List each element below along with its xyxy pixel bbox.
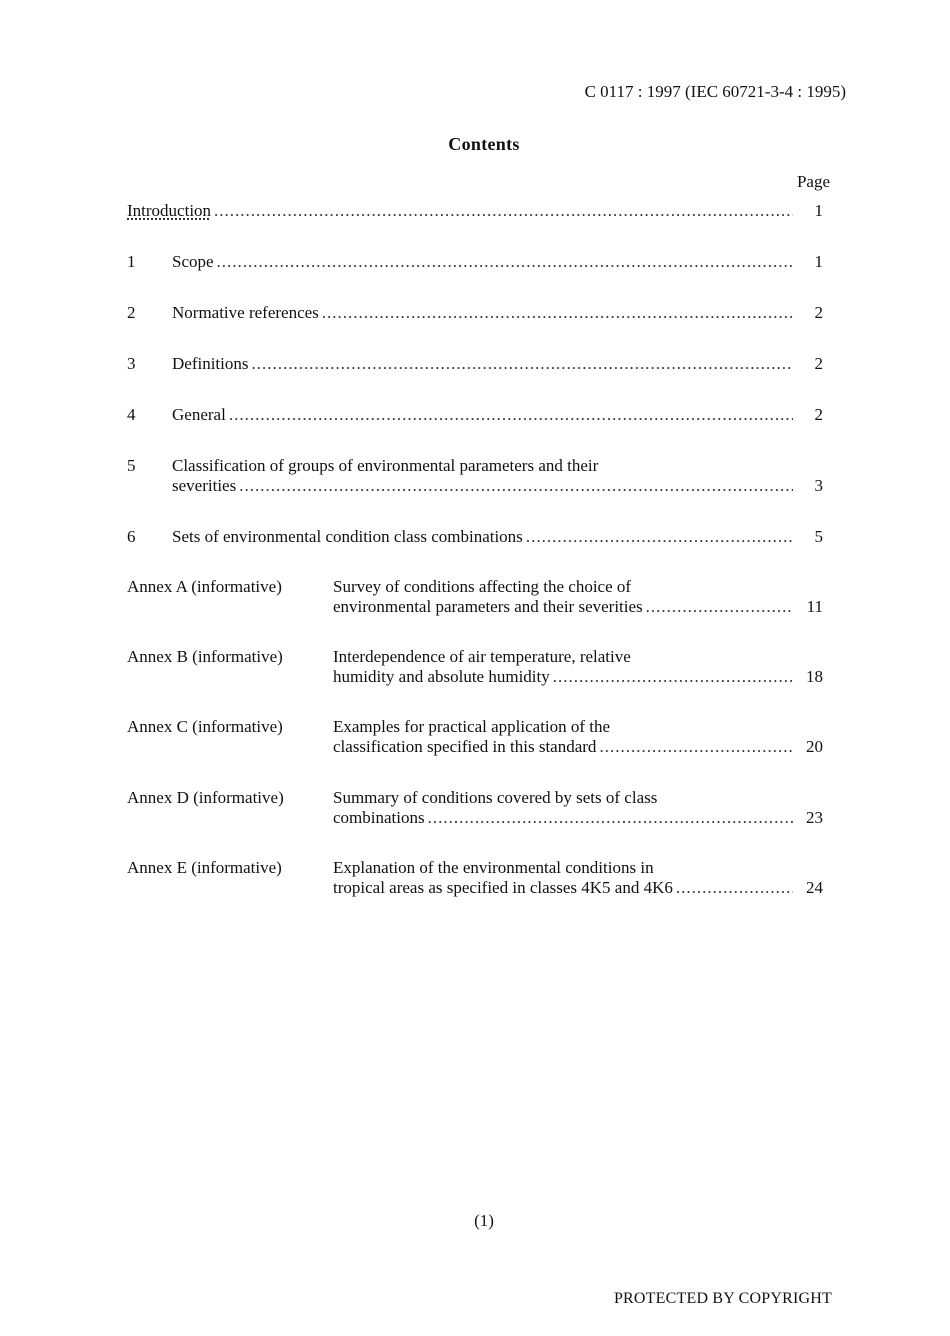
toc-label-line1: Interdependence of air temperature, relative <box>333 647 631 666</box>
section-number: 1 <box>127 252 136 271</box>
toc-label-line2: combinations <box>333 808 425 827</box>
dot-leader <box>599 737 793 757</box>
toc-page-number: 3 <box>814 476 823 495</box>
toc-entry-sets-of-class-combinations[interactable] <box>172 527 823 547</box>
toc-page-number: 2 <box>814 405 823 424</box>
toc-page-number: 23 <box>806 808 823 827</box>
toc-entry-annex-b[interactable] <box>333 647 823 687</box>
toc-entry-annex-d[interactable] <box>333 788 823 828</box>
dot-leader <box>526 527 793 547</box>
toc-label-line1: Summary of conditions covered by sets of class <box>333 788 658 807</box>
toc-page-number: 11 <box>806 597 823 616</box>
toc-page-number: 1 <box>814 252 823 271</box>
copyright-notice: PROTECTED BY COPYRIGHT <box>613 1290 832 1307</box>
toc-label-line2: tropical areas as specified in classes 4K5 and 4K6 <box>333 878 673 897</box>
toc-entry-general[interactable] <box>172 405 823 425</box>
toc-entry-annex-a[interactable] <box>333 577 823 617</box>
dot-leader <box>676 878 793 898</box>
annex-label: Annex E (informative) <box>127 858 282 877</box>
toc-label-line2: classification specified in this standard <box>333 737 597 756</box>
toc-page-number: 2 <box>814 303 823 322</box>
annex-label: Annex A (informative) <box>127 577 282 596</box>
section-number: 6 <box>127 527 136 546</box>
annex-label: Annex D (informative) <box>127 788 284 807</box>
annex-label: Annex B (informative) <box>127 647 283 666</box>
dot-leader <box>646 597 793 617</box>
toc-label-line1: Survey of conditions affecting the choice of <box>333 577 632 596</box>
toc-label: Definitions <box>172 354 249 373</box>
toc-entry-annex-c[interactable] <box>333 717 823 757</box>
dot-leader <box>239 476 793 496</box>
dot-leader <box>252 354 794 374</box>
dot-leader <box>229 405 793 425</box>
toc-page-number: 18 <box>806 667 823 686</box>
standard-number: C 0117 : 1997 (IEC 60721-3-4 : 1995) <box>584 82 846 101</box>
toc-label-line1: Classification of groups of environmental parameters and their <box>172 456 599 475</box>
toc-entry-classification[interactable] <box>172 456 823 496</box>
toc-entry-definitions[interactable] <box>172 354 823 374</box>
toc-page-number: 24 <box>806 878 823 897</box>
toc-entry-annex-e[interactable] <box>333 858 823 898</box>
toc-label: Normative references <box>172 303 319 322</box>
toc-page-number: 2 <box>814 354 823 373</box>
toc-label-line1: Examples for practical application of the <box>333 717 611 736</box>
contents-title: Contents <box>448 134 520 154</box>
toc-label-line1: Explanation of the environmental conditions in <box>333 858 654 877</box>
dot-leader <box>322 303 793 323</box>
toc-entry-scope[interactable] <box>172 252 823 272</box>
section-number: 5 <box>127 456 136 475</box>
footer-page-number: (1) <box>474 1211 494 1230</box>
annex-label: Annex C (informative) <box>127 717 283 736</box>
toc-page-number: 1 <box>814 201 823 220</box>
dot-leader <box>214 201 793 221</box>
toc-page-number: 5 <box>814 527 823 546</box>
toc-label-line2: humidity and absolute humidity <box>333 667 550 686</box>
toc-entry-introduction[interactable] <box>127 201 823 221</box>
dot-leader <box>428 808 793 828</box>
toc-label: Introduction <box>127 201 212 220</box>
dot-leader <box>553 667 793 687</box>
toc-label: Scope <box>172 252 214 271</box>
toc-label-line2: environmental parameters and their severities <box>333 597 643 616</box>
section-number: 2 <box>127 303 136 322</box>
section-number: 4 <box>127 405 136 424</box>
section-number: 3 <box>127 354 136 373</box>
toc-entry-normative-references[interactable] <box>172 303 823 323</box>
toc-label: General <box>172 405 226 424</box>
toc-page-number: 20 <box>806 737 823 756</box>
page-column-header: Page <box>796 172 830 191</box>
toc-label: Sets of environmental condition class combinations <box>172 527 523 546</box>
dot-leader <box>217 252 793 272</box>
toc-label-line2: severities <box>172 476 237 495</box>
